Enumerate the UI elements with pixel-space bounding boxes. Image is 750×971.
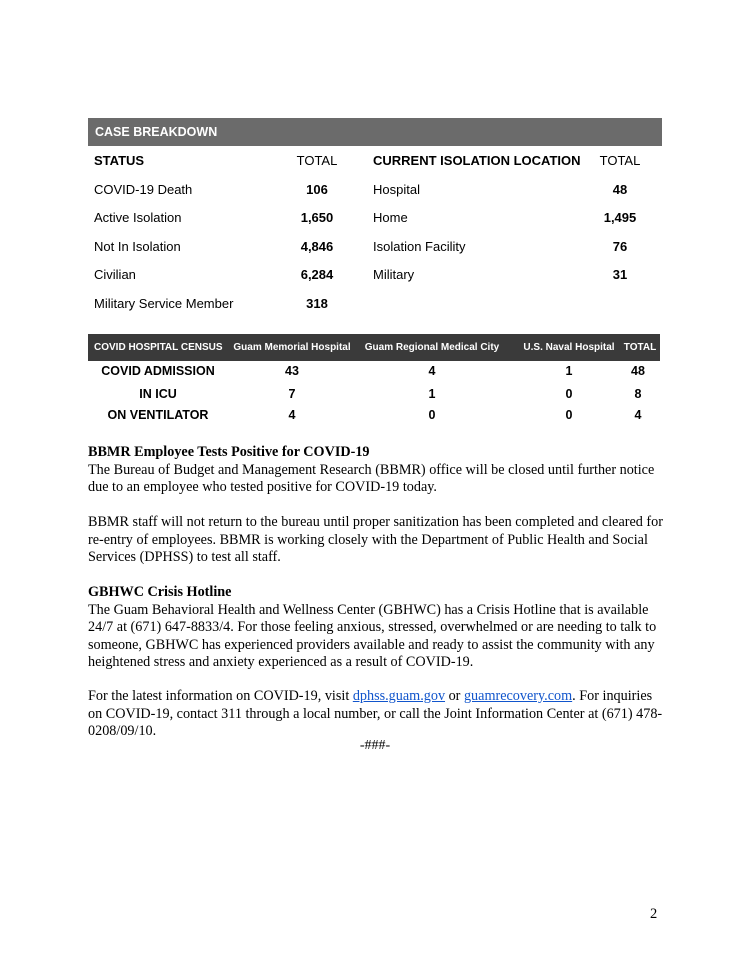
location-total: 48 <box>612 182 628 197</box>
table-row <box>88 384 660 404</box>
census-total-header: TOTAL <box>623 342 657 353</box>
status-header: STATUS <box>94 153 145 168</box>
status-total: 1,650 <box>300 210 334 225</box>
location-label: Military <box>373 267 415 282</box>
status-label: Civilian <box>94 267 136 282</box>
grmc-value: 4 <box>428 364 436 378</box>
location-label: Isolation Facility <box>373 239 466 254</box>
grmc-value: 0 <box>428 408 436 422</box>
end-separator: -###- <box>359 738 391 753</box>
bbmr-heading: BBMR Employee Tests Positive for COVID-19 <box>88 444 370 460</box>
info-prefix: For the latest information on COVID-19, visit <box>88 688 353 704</box>
table-row <box>88 294 662 314</box>
usnh-value: 1 <box>565 364 573 378</box>
location-label: Hospital <box>373 182 420 197</box>
usnh-header: U.S. Naval Hospital <box>523 342 615 353</box>
hospital-census-header <box>88 334 660 361</box>
status-label: Active Isolation <box>94 210 182 225</box>
status-total: 318 <box>306 296 328 311</box>
status-total: 106 <box>306 182 328 197</box>
table-row <box>88 265 662 285</box>
status-label: COVID-19 Death <box>94 182 193 197</box>
table-row <box>88 180 662 200</box>
table-row <box>88 405 660 425</box>
gmh-value: 7 <box>288 387 296 401</box>
gbhwc-paragraph: The Guam Behavioral Health and Wellness Center (GBHWC) has a Crisis Hotline that is available 24/7 at (671) 647-8833/4. For those feeling anxious, stressed, overwhelmed or are needing to talk to someone, GBHWC has experienced providers available and ready to assist the community with any heightened stress and anxiety experienced as a result of COVID-19. <box>88 601 657 670</box>
status-label: Military Service Member <box>94 296 234 311</box>
census-total-value: 4 <box>634 408 642 422</box>
gmh-value: 43 <box>285 364 299 378</box>
table-row <box>88 361 660 381</box>
grmc-value: 1 <box>428 387 436 401</box>
page-number: 2 <box>650 906 658 922</box>
location-total: 76 <box>612 239 628 254</box>
table-row <box>88 208 662 228</box>
usnh-value: 0 <box>565 408 573 422</box>
gmh-header: Guam Memorial Hospital <box>233 342 351 353</box>
gbhwc-section <box>88 584 668 672</box>
dphss-link[interactable]: dphss.guam.gov <box>352 688 446 704</box>
info-suffix: . For inquiries on COVID-19, contact 311 through a local number, or call the Joint Information Center at (671) 478-0208/09/10. <box>88 688 663 739</box>
gmh-value: 4 <box>288 408 296 422</box>
location-total: 31 <box>612 267 628 282</box>
bbmr-section <box>88 444 668 567</box>
case-breakdown-header-row <box>88 151 662 171</box>
info-paragraph <box>88 688 668 741</box>
info-middle: or <box>445 688 464 704</box>
grmc-header: Guam Regional Medical City <box>364 342 500 353</box>
location-header: CURRENT ISOLATION LOCATION <box>373 153 581 168</box>
census-total-value: 8 <box>634 387 642 401</box>
gbhwc-heading: GBHWC Crisis Hotline <box>88 584 232 600</box>
bbmr-paragraph-2: BBMR staff will not return to the bureau until proper sanitization has been completed and cleared for re-entry of employees. BBMR is working closely with the Department of Public Health and Social Services (DPHSS) to test all staff. <box>88 514 663 565</box>
bbmr-paragraph-1: The Bureau of Budget and Management Research (BBMR) office will be closed until further notice due to an employee who tested positive for COVID-19 today. <box>88 461 655 495</box>
census-row-label: COVID ADMISSION <box>101 364 215 378</box>
status-label: Not In Isolation <box>94 239 181 254</box>
total-header: TOTAL <box>296 153 338 168</box>
location-label: Home <box>373 210 408 225</box>
location-total-header: TOTAL <box>599 153 641 168</box>
case-breakdown-title: CASE BREAKDOWN <box>88 118 662 146</box>
census-title: COVID HOSPITAL CENSUS <box>94 342 223 353</box>
table-row <box>88 237 662 257</box>
census-total-value: 48 <box>631 364 645 378</box>
guamrecovery-link[interactable]: guamrecovery.com <box>463 688 573 704</box>
status-total: 4,846 <box>300 239 334 254</box>
location-total: 1,495 <box>603 210 637 225</box>
usnh-value: 0 <box>565 387 573 401</box>
census-row-label: ON VENTILATOR <box>107 408 209 422</box>
census-row-label: IN ICU <box>139 387 177 401</box>
status-total: 6,284 <box>300 267 334 282</box>
